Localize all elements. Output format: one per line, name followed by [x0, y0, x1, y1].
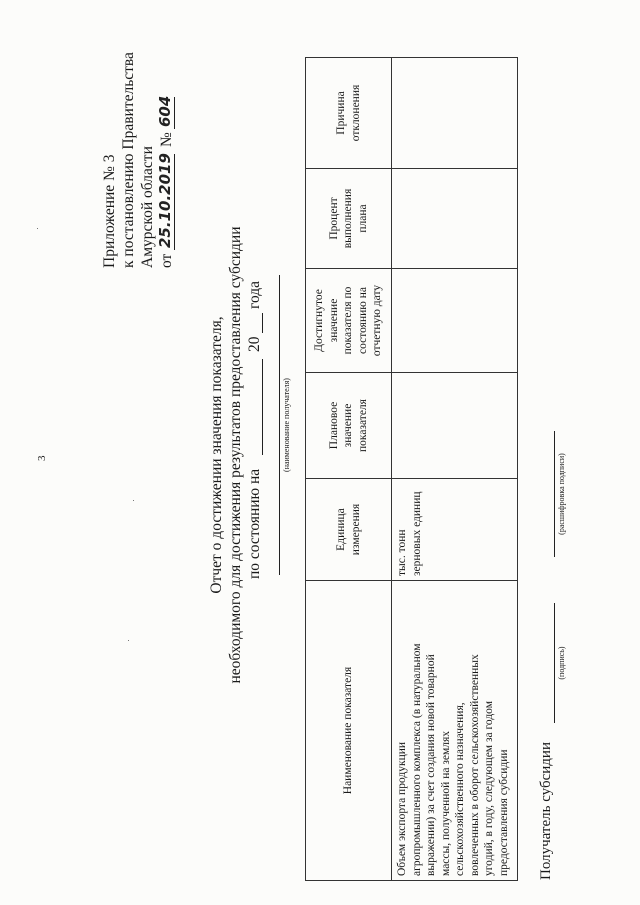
- header-cell: [306, 373, 392, 479]
- appendix-region-line: Амурской области: [139, 146, 156, 268]
- indicator-line: сельскохозяйственного назначения,: [454, 702, 466, 876]
- achieved-value-cell: [392, 269, 518, 373]
- table-header-row: [306, 58, 392, 881]
- header-cell: [306, 581, 392, 881]
- header-unit: Единица измерения: [335, 503, 362, 556]
- header-cell: [306, 169, 392, 269]
- planned-value-cell: [392, 373, 518, 479]
- header-cell: [306, 479, 392, 581]
- recipient-label: Получатель субсидии: [538, 742, 554, 880]
- indicator-name-text: [392, 581, 513, 880]
- header-deviation-reason: Причина отклонения: [335, 84, 362, 142]
- header-cell: [306, 58, 392, 169]
- appendix-title: Приложение № 3: [101, 154, 118, 268]
- decoding-line: [554, 431, 555, 557]
- indicator-line: вовлеченных в оборот сельскохозяйственных: [468, 654, 481, 876]
- report-date-prefix: по состоянию на: [246, 468, 263, 579]
- header-percent-completion: Процент выполнения плана: [327, 188, 369, 249]
- report-title-line1: Отчет о достижении значения показателя,: [208, 316, 225, 594]
- percent-cell: [392, 169, 518, 269]
- header-cell: [306, 269, 392, 373]
- table-row: [392, 58, 518, 881]
- signature-line: [554, 603, 555, 723]
- report-title-line2: необходимого для достижения результатов предоставления субсидии: [227, 226, 244, 684]
- unit-text: [392, 479, 426, 580]
- signature-caption: (подпись): [557, 646, 566, 680]
- appendix-date-handwritten: 25.10.2019: [156, 153, 174, 248]
- indicator-line: предоставления субсидии: [497, 749, 510, 876]
- report-year-blank: [262, 313, 263, 333]
- header-achieved-value: Достигнутое значение показателя по состоянию на отчетную дату: [313, 284, 384, 357]
- appendix-decree-line: к постановлению Правительства: [120, 52, 137, 268]
- appendix-date-prefix: от: [158, 253, 175, 268]
- reason-value: [453, 58, 457, 168]
- unit-cell: [392, 479, 518, 581]
- indicator-line: агропромышленного комплекса (в натуральном: [410, 643, 423, 876]
- appendix-number-prefix: №: [158, 132, 175, 147]
- report-year-prefix: 20: [246, 336, 263, 352]
- achieved-value: [453, 269, 457, 372]
- planned-value: [453, 373, 457, 478]
- indicator-line: выражении) за счет создания новой товарной: [425, 654, 437, 876]
- indicator-line: угодий, в году, следующем за годом: [483, 701, 495, 876]
- indicator-line: массы, полученной на землях: [439, 730, 452, 876]
- report-year-suffix: года: [246, 280, 263, 309]
- indicator-line: Объем экспорта продукции: [396, 741, 408, 876]
- indicator-table: [305, 57, 518, 881]
- date-underline: [174, 154, 175, 250]
- recipient-name-blank: [279, 275, 280, 575]
- recipient-caption: (наименование получателя): [282, 378, 291, 472]
- page-number: 3: [36, 455, 48, 461]
- percent-value: [453, 169, 457, 268]
- appendix-number-handwritten: 604: [156, 95, 174, 127]
- unit-line: тыс. тонн: [396, 529, 408, 576]
- header-indicator-name: Наименование показателя: [342, 666, 355, 795]
- number-underline: [174, 97, 175, 129]
- report-date-blank: [262, 359, 263, 455]
- indicator-name-cell: [392, 581, 518, 881]
- header-planned-value: Плановое значение показателя: [327, 399, 369, 452]
- decoding-caption: (расшифровка подписи): [557, 453, 566, 535]
- reason-cell: [392, 58, 518, 169]
- unit-line: зерновых единиц: [410, 491, 423, 576]
